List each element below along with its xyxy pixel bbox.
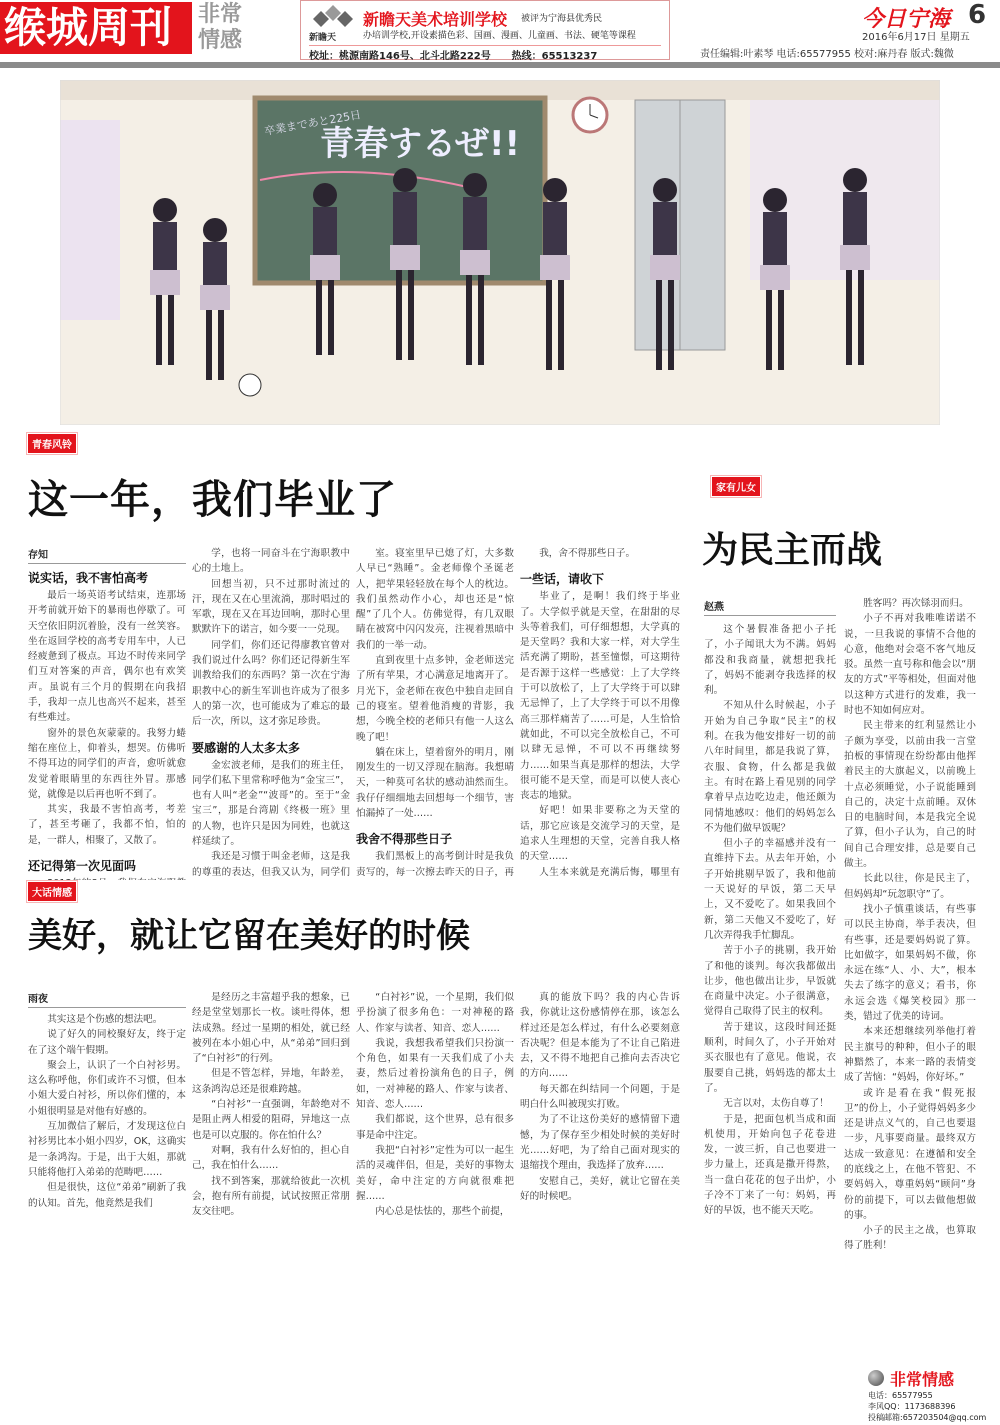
paragraph: 聚会上，认识了一个白衬衫男。这么称呼他，你们或许不习惯，但本小姐大爱白衬衫，所以你们懂的，本小姐很明显是对他有好感的。 <box>28 1059 186 1117</box>
article-byline: 存知 <box>28 546 186 564</box>
paragraph: 窗外的景色灰蒙蒙的。我努力蜷缩在座位上，仰着头，想哭。仿佛听不得耳边的同学们的声音，愈听就愈发觉着眼睛里的东西往外冒。那感觉，就像是以后再也听不到了。 <box>28 727 186 800</box>
contact-email: 投稿邮箱:657203504@qq.com <box>868 1413 987 1422</box>
article-headline: 美好，就让它留在美好的时候 <box>28 916 470 956</box>
article-byline: 赵燕 <box>704 598 836 616</box>
article-column <box>192 546 350 880</box>
paragraph: 同学们，你们还记得廖教官曾对我们说过什么吗？你们还记得新生军训教给我们的东西吗？第一次在宁海职教中心的新生军训也许成为了很多人的第一次，也可能成为了难忘的最后一次，所以，这才弥足珍贵。 <box>192 639 350 728</box>
paragraph: 是经历之丰富超乎我的想象，已经是堂堂划那长一枚。谈吐得体，想法成熟。经过一星期的相处，就已经被列在本小姐心中，从“弟弟”回归到了“白衬衫”的行列。 <box>192 992 350 1065</box>
school-name: 新瞻天美术培训学校 <box>363 10 508 29</box>
subheading: 还记得第一次见面吗 <box>28 859 137 874</box>
paragraph: 互加微信了解后，才发现这位白衬衫男比本小姐小四岁，OK，这确实是一条鸿沟。于是，出于大姐，那就只能将他打入弟弟的范畴吧…… <box>28 1121 186 1178</box>
article-byline: 雨夜 <box>28 990 186 1008</box>
contact-qq: 李风QQ：1173688396 <box>868 1402 956 1411</box>
paragraph: 其实这是个伤感的想法吧。 <box>47 1014 163 1025</box>
header-divider <box>0 62 1000 68</box>
editor-credits: 责任编辑:叶素琴 电话:65577955 校对:麻丹春 版式:魏微 <box>700 49 954 60</box>
paragraph: 我，舍不得那些日子。 <box>539 548 636 559</box>
brand-title: 缑城周刊 <box>0 2 192 54</box>
issue-date: 2016年6月17日 星期五 <box>862 32 970 43</box>
paragraph: 内心总是怯怯的，那些个前提， <box>375 1206 510 1218</box>
soccer-ball-icon <box>239 374 261 396</box>
subheading: 说实话，我不害怕高考 <box>28 571 149 585</box>
paragraph: 我还是习惯于叫金老师，这是我的尊重的表达，但我又认为，同学们 <box>192 851 350 878</box>
paragraph: 回想当初，只不过那时流过的汗，现在又在心里流淌，那时唱过的军歌，现在又在耳边回响，那时心里默默许下的诺言，如今要一一兑现。 <box>192 578 350 636</box>
paragraph: 为了不让这份美好的感情留下遗憾，为了保存至少相处时候的美好时光……好吧，为了给自己面对现实的退缩找个理由，我选择了放弃…… <box>520 1114 680 1172</box>
paragraph: 胜客吗？再次铩羽而归。 <box>863 598 969 609</box>
subheading: 我舍不得那些日子 <box>356 832 453 847</box>
school-advertisement <box>300 0 670 60</box>
section-name-line1: 非常 <box>198 2 243 27</box>
paragraph: 这个暑假准备把小子托了，小子闻讯大为不满。妈妈都没和我商量，就想把我托了，妈妈不能剥夺我选择的权利。 <box>704 624 836 697</box>
article-headline: 这一年，我们毕业了 <box>28 477 397 523</box>
school-logo-text: 新瞻天 <box>309 33 337 43</box>
paragraph: 于是，把面包机当成和面机使用，开始向包子花卷进发，一波三折，自己也要进一步力量上，还真是撒开得熬，当一盘白花花的包子出炉，小子冷不丁来了一句：妈妈，再好的早饭，也不能天天吃。 <box>704 1113 836 1217</box>
paragraph: 说了好久的同校聚好友，终于定在了这个端午假期。 <box>28 1029 186 1056</box>
article-column <box>704 622 836 1347</box>
school-contact <box>309 45 661 62</box>
school-hotline: 热线：65513237 <box>511 51 598 62</box>
contact-title: 非常情感 <box>890 1370 955 1389</box>
paragraph: 我把“白衬衫”定性为可以一起生活的灵魂伴侣，但是，美好的事物太美好，命中注定的方向就很难把握…… <box>356 1144 514 1202</box>
article-column <box>28 1012 186 1425</box>
classroom-illustration <box>60 80 940 425</box>
subheading: 一些话，请收下 <box>520 572 605 587</box>
newspaper-name: 今日宁海 <box>862 7 951 32</box>
paragraph: 每天都在纠结同一个问题，于是明白什么叫被现实打败。 <box>520 1083 680 1111</box>
article-headline: 为民主而战 <box>702 530 883 571</box>
section-name-line2: 情感 <box>198 28 243 53</box>
school-logo-icon <box>309 5 357 33</box>
school-address: 校址：桃源南路146号、北斗北路222号 <box>309 51 491 62</box>
section-tag-dahua: 大话情感 <box>28 882 76 901</box>
masthead <box>0 0 1000 62</box>
article-column <box>192 990 350 1425</box>
paragraph: 学，也将一同奋斗在宁海职教中心的土地上。 <box>192 548 350 575</box>
contact-phone: 电话：65577955 <box>868 1391 933 1400</box>
paragraph: 但小子的幸福感并没有一直维持下去。从去年开始，小子开始挑剔早饭了，我和他前一天说好的早饭，第二天早上，又不爱吃了。如果我回个新，第二天他又不爱吃了，好几次弄得我手忙脚乱。 <box>704 838 836 941</box>
article-column <box>520 990 680 1425</box>
paragraph: 对啊，我有什么好怕的，担心自己，我在怕什么…… <box>192 1144 350 1172</box>
paragraph <box>28 876 186 880</box>
paragraph: 苦于小子的挑剔，我开始了和他的谈判。每次我都做出让步，他也做出让步，早饭就在商量中决定。小子很满意，觉得自己取得了民主的权利。 <box>704 945 836 1018</box>
paragraph: 但是不管怎样，异地，年龄差，这条鸿沟总还是很难跨越。 <box>192 1068 350 1095</box>
bullet-icon <box>868 1370 884 1386</box>
paragraph: 直到夜里十点多钟，金老师送完了所有苹果，才心满意足地离开了。月光下，金老师在夜色中独自走回自己的寝室。望着他消瘦的背影，我想，今晚全校的老师只有他一人这么晚了吧！ <box>356 655 514 743</box>
paragraph: 小子不再对我唯唯诺诺不说，一旦我说的事情不合他的心意，他绝对会毫不客气地反驳。虽然一直号称和他会以“朋友的方式”平等相处，但面对他以这种方式进行的发难，我一时也不知如何应对。 <box>844 613 976 717</box>
paragraph: 找不到答案，那就给彼此一次机会，抱有所有前提，试试按照正常朋友交往吧。 <box>192 1175 350 1218</box>
paragraph: 室。寝室里早已熄了灯，大多数人早已“熟睡”。金老师像个圣诞老人，把苹果轻轻放在每个人的枕边。我们虽然动作小心，却也还是“惊醒”了几个人。仿佛觉得，有几双眼睛在被窝中闪闪发亮，注视着黑暗中我们的一举一动。 <box>356 548 514 651</box>
paragraph: 本来还想继续列举他打着民主旗号的种种，但小子的眼神黯然了，本来一路的表情变成了苦恼：“妈妈，你好坏。” <box>844 1026 976 1084</box>
paragraph: “白衬衫”一直强调，年龄绝对不是阻止两人相爱的阻碍，异地这一点也是可以克服的。你在怕什么？ <box>192 1099 350 1141</box>
svg-text:青春するぜ!!: 青春するぜ!! <box>320 124 520 164</box>
paragraph: 安慰自己，美好，就让它留在美好的时候吧。 <box>520 1175 680 1202</box>
paragraph: 其实，我最不害怕高考，考差了，甚至考砸了，我都不怕，怕的是，一群人，相聚了，又散了。 <box>28 804 186 846</box>
paragraph: 但是很快，这位“弟弟”刷新了我的认知。首先，他竟然是我们 <box>28 1182 186 1209</box>
paragraph: 毕业了，是啊！我们终于毕业了。大学似乎就是天堂，在甜甜的尽头等着我们，可仔细想想，大学真的是天堂吗？我和大家一样，对大学生活充满了期盼，甚至憧憬，可这期待是否源于这样一些感觉：上了大学终于可以放松了，上了大学终于可以肆无忌惮了，上了大学终于可以不用像高三那样痛苦了……可是，人生恰恰就如此，不可以完全放松自己，不可以肆无忌惮，不可以不再继续努力……如果当真是那样的想法，大学很可能不是天堂，而是可以使人丧心丧志的地狱。 <box>520 591 680 802</box>
contact-box <box>862 1366 1000 1425</box>
article-column <box>356 990 514 1425</box>
paragraph: 真的能放下吗？我的内心告诉我，你就让这份感情停在那，该怎么样过还是怎么样过，有什么必要刻意否决呢？但是本能为了不让自己陷进去，又不得不地把自己推向去否决它的方向…… <box>520 992 680 1080</box>
paragraph: 找小子慎重谈话，有些事可以民主协商，举手表决，但有些事，还是要妈妈说了算。比如做字，如果妈妈不做，你永远在练“人、小、大”，根本失去了练字的意义；看书，你永远会选《爆笑校园》那一类，错过了优美的诗词。 <box>844 903 976 1023</box>
paragraph: 好吧！如果非要称之为天堂的话，那它应该是交流学习的天堂，是追求人生理想的天堂，完善自我人格的天堂…… <box>520 805 680 863</box>
paragraph: 金宏波老师，是我们的班主任，同学们私下里常称呼他为“金宝三”，也有人叫“老金”“波哥”的。至于“金宝三”，那是台湾剧《终极一班》里的人物，也许只是因为同姓，也就这样延续了。 <box>192 759 350 848</box>
section-tag-jiayou: 家有儿女 <box>712 477 760 496</box>
paragraph: 苦于建议，这段时间还挺顺利，时间久了，小子开始对买衣服也有了意见。他说，衣服要自己挑，妈妈选的都太土了。 <box>704 1021 836 1094</box>
section-tag-qingchun: 青春风铃 <box>28 434 76 453</box>
paragraph: “白衬衫”说，一个星期，我们似乎扮演了很多角色：一对神秘的路人、作家与读者、知音、恋人…… <box>356 992 514 1034</box>
paragraph: 长此以往，你是民主了，但妈妈却“玩忽职守”了。 <box>844 873 976 900</box>
article-column <box>356 546 514 880</box>
article-column <box>28 570 186 880</box>
paragraph: 我们都说，这个世界，总有很多事是命中注定。 <box>356 1114 514 1141</box>
paragraph: 小子的民主之战，也算取得了胜利！ <box>844 1225 976 1252</box>
svg-text:卒業まであと225日: 卒業まであと225日 <box>263 108 363 138</box>
paragraph: 民主带来的红利显然让小子颇为享受，以前由我一言堂拍板的事情现在纷纷都由他挥着民主的大旗起义，以前晚上十点必须睡觉，小子说能睡到自己的，决定十点前睡。双休日的电脑时间，本是我完全说了算，但小子认为，自己的时间自己合理安排，总是要自己做主。 <box>844 720 976 870</box>
paragraph: 无言以对，太伤自尊了！ <box>723 1098 829 1110</box>
article-column <box>844 596 976 1347</box>
paragraph: 不知从什么时候起，小子开始为自己争取“民主”的权利。在我为他安排好一切的前八年时间里，都是我说了算，衣服、食物，什么都是我做主。有时在路上看见别的同学拿着早点边吃边走，他还颇为同情地感叹：他们的妈妈怎么不为他们做早饭呢？ <box>704 700 836 834</box>
paragraph: 或许是看在我“假死报卫”的份上，小子觉得妈妈多少还是讲点义气的，自己也要退一步，凡事要商量。最终双方达成一致意见：在遵循和安全的底线之上，在他不管犯、不要妈妈入，尊重妈妈“顾问”身份的前提下，可以去做他想做的事。 <box>844 1087 976 1221</box>
school-courses: 办培训学校,开设素描色彩、国画、漫画、儿童画、书法、硬笔等课程 <box>363 31 636 41</box>
article-column <box>520 546 680 880</box>
paragraph: 人生本来就是充满后悔，哪里有 <box>539 866 680 878</box>
page-number: 6 <box>968 0 987 30</box>
school-award: 被评为宁海县优秀民 <box>521 14 603 24</box>
subheading: 要感谢的人太多太多 <box>192 740 301 755</box>
paragraph: 最后一场英语考试结束，连那场开考前就开始下的暴雨也停歇了。可天空依旧阴沉着脸，没有一丝笑容。坐在返回学校的高考专用车中，人已经疲惫到了极点。耳边不时传来同学们互对答案的声音，偶尔也有欢笑声。虽说有三个月的假期在向我招手，我却一点儿也高兴不起来，甚至有些难过。 <box>28 590 186 724</box>
paragraph: 我们黑板上的高考倒计时是我负责写的，每一次擦去昨天的日子，再 <box>356 851 514 878</box>
paragraph: 躺在床上，望着窗外的明月，刚刚发生的一切又浮现在脑海。我想晴天，一种莫可名状的感动油然而生。我仔仔细细地去回想每一个细节，害怕漏掉了一处…… <box>356 746 514 820</box>
paragraph: 我说，我想我希望我们只扮演一个角色，如果有一天我们成了小夫妻，然后过着扮演角色的日子，例如，一对神秘的路人、作家与读者、知音、恋人…… <box>356 1037 514 1111</box>
